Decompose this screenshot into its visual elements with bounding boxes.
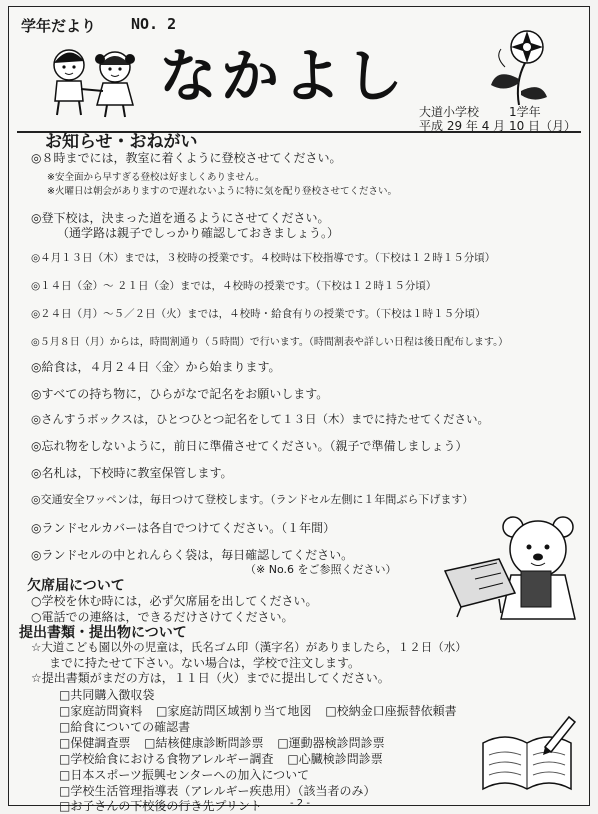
checklist-item: □校納金口座振替依頼書 xyxy=(325,704,457,718)
checklist-item: □心臓検診問診票 xyxy=(287,752,383,766)
notice-line: ◎５月８日（月）からは，時間割通り（５時間）で行います。（時間割表や詳しい日程は後日配布します。） xyxy=(31,337,509,348)
page-number: - 2 - xyxy=(290,798,310,809)
checklist-item: □学校給食における食物アレルギー調査 xyxy=(59,752,274,766)
bear-reading-illustration xyxy=(441,513,581,623)
checklist-item: □日本スポーツ振興センターへの加入について xyxy=(59,768,310,782)
notice-line: ◎２４日（月）～５／２日（火）までは，４校時・給食有りの授業です。（下校は１時１５分頃） xyxy=(31,308,486,320)
notice-line: ◎４月１３日（木）までは，３校時の授業です。４校時は下校指導です。（下校は１２時１５分頃） xyxy=(31,252,496,264)
notebook-pencil-illustration xyxy=(479,713,579,793)
issue-date: 平成 29 年 4 月 10 日（月） xyxy=(419,119,577,133)
children-illustration xyxy=(39,41,149,119)
submit-line: ☆提出書類がまだの方は，１１日（火）までに提出してください。 xyxy=(31,671,390,685)
grade-label: 1学年 xyxy=(509,105,541,119)
submit-heading: 提出書類・提出物について xyxy=(19,625,187,641)
checklist-item: □保健調査票 xyxy=(59,736,131,750)
absence-heading: 欠席届について xyxy=(27,578,125,594)
checklist-row xyxy=(59,797,272,814)
checklist-row xyxy=(59,766,319,783)
checklist-item: □運動器検診問診票 xyxy=(277,736,385,750)
absence-line: ○学校を休む時には，必ず欠席届を出してください。 xyxy=(31,594,318,608)
notice-line: ◎名札は，下校時に教室保管します。 xyxy=(31,466,233,480)
notice-line: ◎８時までには，教室に着くように登校させてください。 xyxy=(31,151,342,165)
submit-line: までに持たせて下さい。ない場合は，学校で注文します。 xyxy=(49,656,361,670)
notice-heading: お知らせ・おねがい xyxy=(45,132,198,152)
checklist-row xyxy=(59,702,467,719)
checklist-item: □家庭訪問区域割り当て地図 xyxy=(156,704,312,718)
morning-glory-illustration xyxy=(485,27,555,107)
checklist-row xyxy=(59,750,393,767)
newsletter-page xyxy=(8,6,590,813)
checklist-item: □共同購入徴収袋 xyxy=(59,688,155,702)
notice-line: ◎ランドセルカバーは各自でつけてください。（１年間） xyxy=(31,521,336,535)
notice-line: （※ No.6 をご参照ください） xyxy=(245,563,397,576)
notice-line: ◎１４日（金）～ ２１日（金）までは，４校時の授業です。（下校は１２時１５分頃） xyxy=(31,280,437,292)
notice-line: ◎すべての持ち物に，ひらがなで記名をお願いします。 xyxy=(31,387,329,401)
submit-line: ☆大道こども園以外の児童は，氏名ゴム印（漢字名）がありましたら，１２日（水） xyxy=(31,640,467,654)
notice-line: ◎ランドセルの中とれんらく袋は，毎日確認してください。 xyxy=(31,548,354,562)
notice-line: ◎登下校は，決まった道を通るようにさせてください。 xyxy=(31,211,330,225)
checklist-item: □給食についての確認書 xyxy=(59,720,191,734)
notice-line: （通学路は親子でしっかり確認しておきましょう。） xyxy=(57,226,340,240)
notice-line: ◎忘れ物をしないように，前日に準備させてください。（親子で準備しましょう） xyxy=(31,439,468,453)
checklist-row xyxy=(59,734,395,751)
checklist-row xyxy=(59,686,164,703)
checklist-item: □お子さんの下校後の行き先プリント xyxy=(59,799,262,813)
checklist-item: □家庭訪問資料 xyxy=(59,704,143,718)
issue-number: NO. 2 xyxy=(131,15,177,33)
absence-line: ○電話での連絡は，できるだけさけてください。 xyxy=(31,610,294,624)
checklist-row xyxy=(59,718,200,735)
notice-line: ◎給食は，４月２４日〈金〉から始まります。 xyxy=(31,360,281,374)
newsletter-kicker: 学年だより xyxy=(21,17,97,35)
school-name: 大道小学校 xyxy=(419,105,480,119)
newsletter-title: なかよし xyxy=(159,42,408,110)
notice-line: ◎さんすうボックスは，ひとつひとつ記名をして１３日（木）までに持たせてください。 xyxy=(31,412,489,426)
checklist-item: □結核健康診断問診票 xyxy=(144,736,264,750)
notice-line: ◎交通安全ワッペンは，毎日つけて登校します。（ランドセル左側に１年間ぶら下げます） xyxy=(31,493,474,506)
notice-note: ※火曜日は朝会がありますので遅れないように特に気を配り登校させてください。 xyxy=(47,186,397,197)
checklist-item: □学校生活管理指導表（アレルギー疾患用）（該当者のみ） xyxy=(59,784,376,798)
notice-note: ※安全面から早すぎる登校は好ましくありません。 xyxy=(47,172,265,183)
